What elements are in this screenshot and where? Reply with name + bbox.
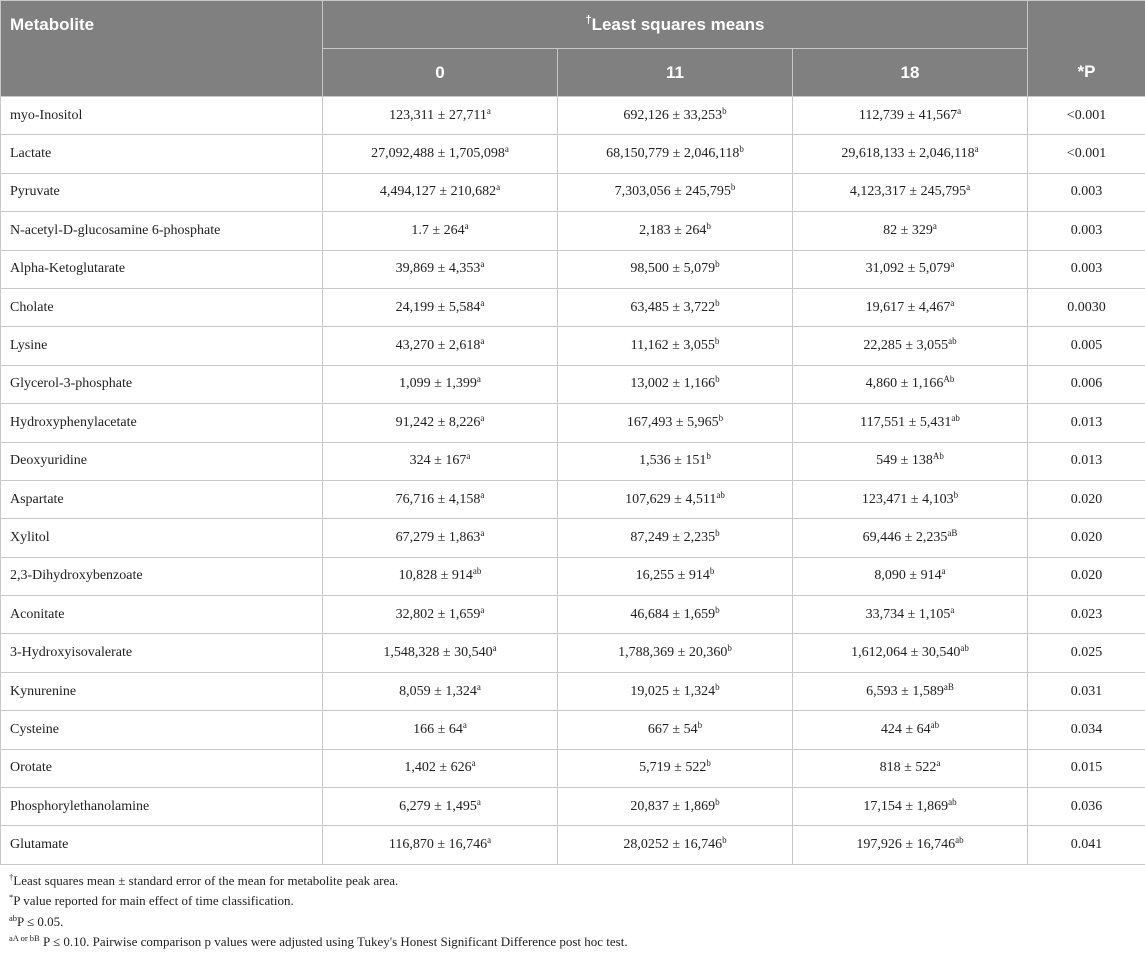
mean-value: 19,025 ± 1,324	[630, 684, 715, 699]
mean-value: 63,485 ± 3,722	[630, 300, 715, 315]
mean-value-cell	[323, 711, 558, 749]
significance-letter: a	[957, 106, 961, 116]
significance-letter: a	[496, 182, 500, 192]
significance-letter: a	[472, 758, 476, 768]
mean-value: 167,493 ± 5,965	[627, 415, 719, 430]
mean-value: 29,618,133 ± 2,046,118	[841, 146, 974, 161]
table-body	[1, 97, 1145, 865]
mean-value: 7,303,056 ± 245,795	[615, 184, 731, 199]
footnote-marker: aA or bB	[9, 933, 40, 943]
mean-value: 1,612,064 ± 30,540	[851, 645, 960, 660]
metabolite-name: Cysteine	[1, 711, 323, 749]
footnote-marker: *	[9, 892, 13, 902]
p-value: 0.013	[1028, 442, 1145, 480]
mean-value: 27,092,488 ± 1,705,098	[371, 146, 505, 161]
significance-letter: a	[975, 144, 979, 154]
mean-value-cell	[558, 826, 793, 864]
mean-value: 32,802 ± 1,659	[396, 607, 481, 622]
mean-value: 4,123,317 ± 245,795	[850, 184, 966, 199]
mean-value: 10,828 ± 914	[399, 568, 473, 583]
p-value: 0.013	[1028, 404, 1145, 442]
mean-value-cell	[558, 404, 793, 442]
mean-value-cell	[558, 365, 793, 403]
significance-letter: a	[480, 490, 484, 500]
table-row	[1, 480, 1145, 518]
mean-value: 68,150,779 ± 2,046,118	[606, 146, 739, 161]
mean-value: 33,734 ± 1,105	[866, 607, 951, 622]
footnote-text: P value reported for main effect of time classification.	[13, 893, 293, 908]
mean-value-cell	[558, 749, 793, 787]
metabolite-name: Alpha-Ketoglutarate	[1, 250, 323, 288]
significance-letter: Ab	[943, 374, 954, 384]
mean-value-cell	[793, 711, 1028, 749]
table-row	[1, 212, 1145, 250]
significance-letter: b	[710, 566, 715, 576]
footnotes	[0, 865, 1145, 953]
significance-letter: b	[698, 720, 703, 730]
mean-value-cell	[323, 596, 558, 634]
header-group-11: 11	[558, 49, 793, 97]
table-row	[1, 711, 1145, 749]
significance-letter: b	[706, 221, 711, 231]
p-value: 0.025	[1028, 634, 1145, 672]
significance-letter: ab	[473, 566, 482, 576]
significance-letter: a	[933, 221, 937, 231]
table-row	[1, 672, 1145, 710]
mean-value-cell	[558, 327, 793, 365]
footnote-text: Least squares mean ± standard error of the mean for metabolite peak area.	[13, 873, 398, 888]
header-metabolite: Metabolite	[1, 1, 323, 97]
mean-value-cell	[793, 519, 1028, 557]
significance-letter: a	[950, 298, 954, 308]
mean-value-cell	[558, 288, 793, 326]
mean-value-cell	[323, 212, 558, 250]
mean-value-cell	[558, 557, 793, 595]
mean-value-cell	[793, 173, 1028, 211]
mean-value: 1,548,328 ± 30,540	[383, 645, 492, 660]
significance-letter: b	[706, 758, 711, 768]
mean-value: 46,684 ± 1,659	[630, 607, 715, 622]
mean-value-cell	[323, 404, 558, 442]
mean-value: 4,494,127 ± 210,682	[380, 184, 496, 199]
footnote	[9, 891, 1145, 912]
footnote-text: P ≤ 0.10. Pairwise comparison p values were adjusted using Tukey's Honest Significant Difference post hoc test.	[40, 934, 628, 949]
mean-value: 17,154 ± 1,869	[863, 799, 948, 814]
significance-letter: a	[480, 413, 484, 423]
mean-value: 6,593 ± 1,589	[866, 684, 944, 699]
mean-value-cell	[323, 557, 558, 595]
metabolite-name: Xylitol	[1, 519, 323, 557]
metabolite-name: Hydroxyphenylacetate	[1, 404, 323, 442]
mean-value-cell	[793, 250, 1028, 288]
mean-value: 549 ± 138	[876, 453, 933, 468]
mean-value-cell	[793, 672, 1028, 710]
significance-letter: a	[487, 106, 491, 116]
mean-value-cell	[793, 557, 1028, 595]
mean-value-cell	[323, 288, 558, 326]
mean-value-cell	[558, 212, 793, 250]
significance-letter: b	[739, 144, 744, 154]
mean-value-cell	[793, 442, 1028, 480]
mean-value-cell	[793, 404, 1028, 442]
mean-value: 16,255 ± 914	[636, 568, 710, 583]
metabolite-name: Kynurenine	[1, 672, 323, 710]
header-group-18: 18	[793, 49, 1028, 97]
significance-letter: aB	[944, 682, 954, 692]
significance-letter: a	[480, 528, 484, 538]
significance-letter: Ab	[933, 451, 944, 461]
table-row	[1, 97, 1145, 135]
mean-value: 2,183 ± 264	[639, 223, 706, 238]
mean-value-cell	[558, 634, 793, 672]
table-row	[1, 404, 1145, 442]
footnote-text: P ≤ 0.05.	[17, 914, 63, 929]
p-value: 0.006	[1028, 365, 1145, 403]
mean-value: 123,311 ± 27,711	[389, 108, 487, 123]
table-row	[1, 519, 1145, 557]
significance-letter: b	[715, 336, 720, 346]
mean-value-cell	[323, 672, 558, 710]
significance-letter: b	[727, 643, 732, 653]
mean-value: 5,719 ± 522	[639, 760, 706, 775]
mean-value-cell	[793, 327, 1028, 365]
p-value: 0.020	[1028, 557, 1145, 595]
metabolite-name: Glutamate	[1, 826, 323, 864]
significance-letter: a	[950, 605, 954, 615]
p-value: 0.015	[1028, 749, 1145, 787]
mean-value: 324 ± 167	[410, 453, 467, 468]
p-value: 0.003	[1028, 250, 1145, 288]
significance-letter: ab	[951, 413, 960, 423]
significance-letter: b	[731, 182, 736, 192]
mean-value: 98,500 ± 5,079	[630, 261, 715, 276]
metabolite-name: Aspartate	[1, 480, 323, 518]
significance-letter: a	[480, 259, 484, 269]
mean-value: 19,617 ± 4,467	[866, 300, 951, 315]
metabolite-name: N-acetyl-D-glucosamine 6-phosphate	[1, 212, 323, 250]
p-value: 0.020	[1028, 480, 1145, 518]
metabolite-name: myo-Inositol	[1, 97, 323, 135]
mean-value: 1,788,369 ± 20,360	[618, 645, 727, 660]
significance-letter: b	[715, 797, 720, 807]
metabolite-name: Lactate	[1, 135, 323, 173]
mean-value: 1,099 ± 1,399	[399, 376, 477, 391]
mean-value-cell	[793, 212, 1028, 250]
mean-value: 107,629 ± 4,511	[625, 492, 716, 507]
mean-value-cell	[793, 634, 1028, 672]
mean-value: 11,162 ± 3,055	[631, 338, 715, 353]
significance-letter: a	[480, 336, 484, 346]
mean-value-cell	[558, 97, 793, 135]
mean-value: 13,002 ± 1,166	[630, 376, 715, 391]
mean-value: 667 ± 54	[648, 722, 698, 737]
p-value: 0.0030	[1028, 288, 1145, 326]
significance-letter: b	[954, 490, 959, 500]
table-row	[1, 327, 1145, 365]
mean-value: 67,279 ± 1,863	[396, 530, 481, 545]
p-value: <0.001	[1028, 135, 1145, 173]
mean-value: 8,059 ± 1,324	[399, 684, 477, 699]
metabolite-name: Cholate	[1, 288, 323, 326]
mean-value: 24,199 ± 5,584	[396, 300, 481, 315]
table-row	[1, 788, 1145, 826]
mean-value: 22,285 ± 3,055	[863, 338, 948, 353]
mean-value-cell	[323, 135, 558, 173]
mean-value-cell	[323, 788, 558, 826]
p-value: 0.003	[1028, 212, 1145, 250]
significance-letter: b	[722, 106, 727, 116]
significance-letter: b	[719, 413, 724, 423]
mean-value: 43,270 ± 2,618	[396, 338, 481, 353]
p-value: 0.041	[1028, 826, 1145, 864]
table-row	[1, 250, 1145, 288]
mean-value: 692,126 ± 33,253	[623, 108, 722, 123]
significance-letter: ab	[955, 835, 964, 845]
significance-letter: a	[950, 259, 954, 269]
significance-letter: a	[477, 682, 481, 692]
mean-value-cell	[323, 365, 558, 403]
p-value: 0.023	[1028, 596, 1145, 634]
mean-value-cell	[793, 596, 1028, 634]
significance-letter: b	[722, 835, 727, 845]
p-value: <0.001	[1028, 97, 1145, 135]
table-row	[1, 634, 1145, 672]
mean-value-cell	[323, 250, 558, 288]
significance-letter: a	[505, 144, 509, 154]
dagger-mark: †	[585, 14, 591, 26]
mean-value-cell	[323, 442, 558, 480]
mean-value-cell	[558, 711, 793, 749]
mean-value-cell	[558, 173, 793, 211]
mean-value: 39,869 ± 4,353	[396, 261, 481, 276]
mean-value: 28,0252 ± 16,746	[623, 837, 722, 852]
mean-value-cell	[793, 365, 1028, 403]
mean-value-cell	[558, 596, 793, 634]
significance-letter: a	[942, 566, 946, 576]
mean-value-cell	[558, 135, 793, 173]
significance-letter: ab	[716, 490, 725, 500]
mean-value-cell	[793, 826, 1028, 864]
mean-value: 6,279 ± 1,495	[399, 799, 477, 814]
mean-value: 116,870 ± 16,746	[389, 837, 487, 852]
significance-letter: b	[715, 259, 720, 269]
mean-value-cell	[793, 135, 1028, 173]
significance-letter: a	[966, 182, 970, 192]
mean-value: 166 ± 64	[413, 722, 463, 737]
table-row	[1, 596, 1145, 634]
mean-value: 82 ± 329	[883, 223, 933, 238]
metabolite-name: Pyruvate	[1, 173, 323, 211]
footnote-marker: †	[9, 872, 13, 882]
mean-value: 197,926 ± 16,746	[856, 837, 955, 852]
mean-value-cell	[323, 173, 558, 211]
metabolite-name: Glycerol-3-phosphate	[1, 365, 323, 403]
significance-letter: a	[480, 298, 484, 308]
mean-value: 87,249 ± 2,235	[630, 530, 715, 545]
mean-value-cell	[323, 480, 558, 518]
significance-letter: b	[715, 298, 720, 308]
header-least-squares-means	[323, 1, 1028, 49]
mean-value: 123,471 ± 4,103	[862, 492, 954, 507]
p-value: 0.036	[1028, 788, 1145, 826]
mean-value: 69,446 ± 2,235	[863, 530, 948, 545]
mean-value-cell	[558, 250, 793, 288]
table-row	[1, 749, 1145, 787]
mean-value-cell	[323, 327, 558, 365]
metabolite-name: 3-Hydroxyisovalerate	[1, 634, 323, 672]
metabolite-name: 2,3-Dihydroxybenzoate	[1, 557, 323, 595]
significance-letter: a	[487, 835, 491, 845]
footnote	[9, 932, 1145, 953]
significance-letter: b	[715, 528, 720, 538]
metabolite-name: Phosphorylethanolamine	[1, 788, 323, 826]
footnote	[9, 871, 1145, 892]
mean-value: 818 ± 522	[880, 760, 937, 775]
table-row	[1, 826, 1145, 864]
significance-letter: b	[715, 605, 720, 615]
mean-value-cell	[793, 97, 1028, 135]
table-row	[1, 442, 1145, 480]
p-value: 0.005	[1028, 327, 1145, 365]
significance-letter: b	[715, 682, 720, 692]
table-row	[1, 288, 1145, 326]
metabolite-name: Deoxyuridine	[1, 442, 323, 480]
mean-value-cell	[793, 480, 1028, 518]
mean-value-cell	[793, 788, 1028, 826]
p-value: 0.031	[1028, 672, 1145, 710]
significance-letter: a	[477, 374, 481, 384]
significance-letter: b	[715, 374, 720, 384]
mean-value-cell	[323, 749, 558, 787]
mean-value-cell	[323, 826, 558, 864]
metabolite-name: Orotate	[1, 749, 323, 787]
header-group-0: 0	[323, 49, 558, 97]
mean-value: 8,090 ± 914	[874, 568, 941, 583]
mean-value: 117,551 ± 5,431	[860, 415, 951, 430]
significance-letter: a	[465, 221, 469, 231]
mean-value-cell	[558, 788, 793, 826]
table-row	[1, 135, 1145, 173]
header-lsm-label: Least squares means	[592, 15, 765, 34]
metabolite-name: Lysine	[1, 327, 323, 365]
mean-value-cell	[793, 288, 1028, 326]
significance-letter: ab	[931, 720, 940, 730]
header-p: *P	[1028, 1, 1145, 97]
mean-value-cell	[558, 519, 793, 557]
mean-value-cell	[558, 442, 793, 480]
table-row	[1, 557, 1145, 595]
mean-value: 4,860 ± 1,166	[866, 376, 944, 391]
mean-value: 76,716 ± 4,158	[396, 492, 481, 507]
p-value: 0.020	[1028, 519, 1145, 557]
table-row	[1, 365, 1145, 403]
significance-letter: a	[466, 451, 470, 461]
significance-letter: b	[706, 451, 711, 461]
significance-letter: ab	[948, 797, 957, 807]
mean-value-cell	[323, 97, 558, 135]
significance-letter: ab	[960, 643, 969, 653]
table-header	[1, 1, 1145, 97]
significance-letter: a	[493, 643, 497, 653]
mean-value: 424 ± 64	[881, 722, 931, 737]
mean-value-cell	[323, 519, 558, 557]
mean-value: 112,739 ± 41,567	[859, 108, 957, 123]
mean-value-cell	[323, 634, 558, 672]
significance-letter: ab	[948, 336, 957, 346]
footnote-marker: ab	[9, 913, 17, 923]
p-value: 0.003	[1028, 173, 1145, 211]
mean-value: 20,837 ± 1,869	[630, 799, 715, 814]
mean-value-cell	[793, 749, 1028, 787]
footnote	[9, 912, 1145, 933]
mean-value: 31,092 ± 5,079	[866, 261, 951, 276]
significance-letter: aB	[947, 528, 957, 538]
mean-value: 1,536 ± 151	[639, 453, 706, 468]
significance-letter: a	[477, 797, 481, 807]
p-value: 0.034	[1028, 711, 1145, 749]
metabolite-name: Aconitate	[1, 596, 323, 634]
significance-letter: a	[936, 758, 940, 768]
significance-letter: a	[480, 605, 484, 615]
mean-value: 91,242 ± 8,226	[396, 415, 481, 430]
mean-value: 1,402 ± 626	[404, 760, 471, 775]
mean-value: 1.7 ± 264	[411, 223, 464, 238]
table-row	[1, 173, 1145, 211]
significance-letter: a	[463, 720, 467, 730]
mean-value-cell	[558, 480, 793, 518]
mean-value-cell	[558, 672, 793, 710]
